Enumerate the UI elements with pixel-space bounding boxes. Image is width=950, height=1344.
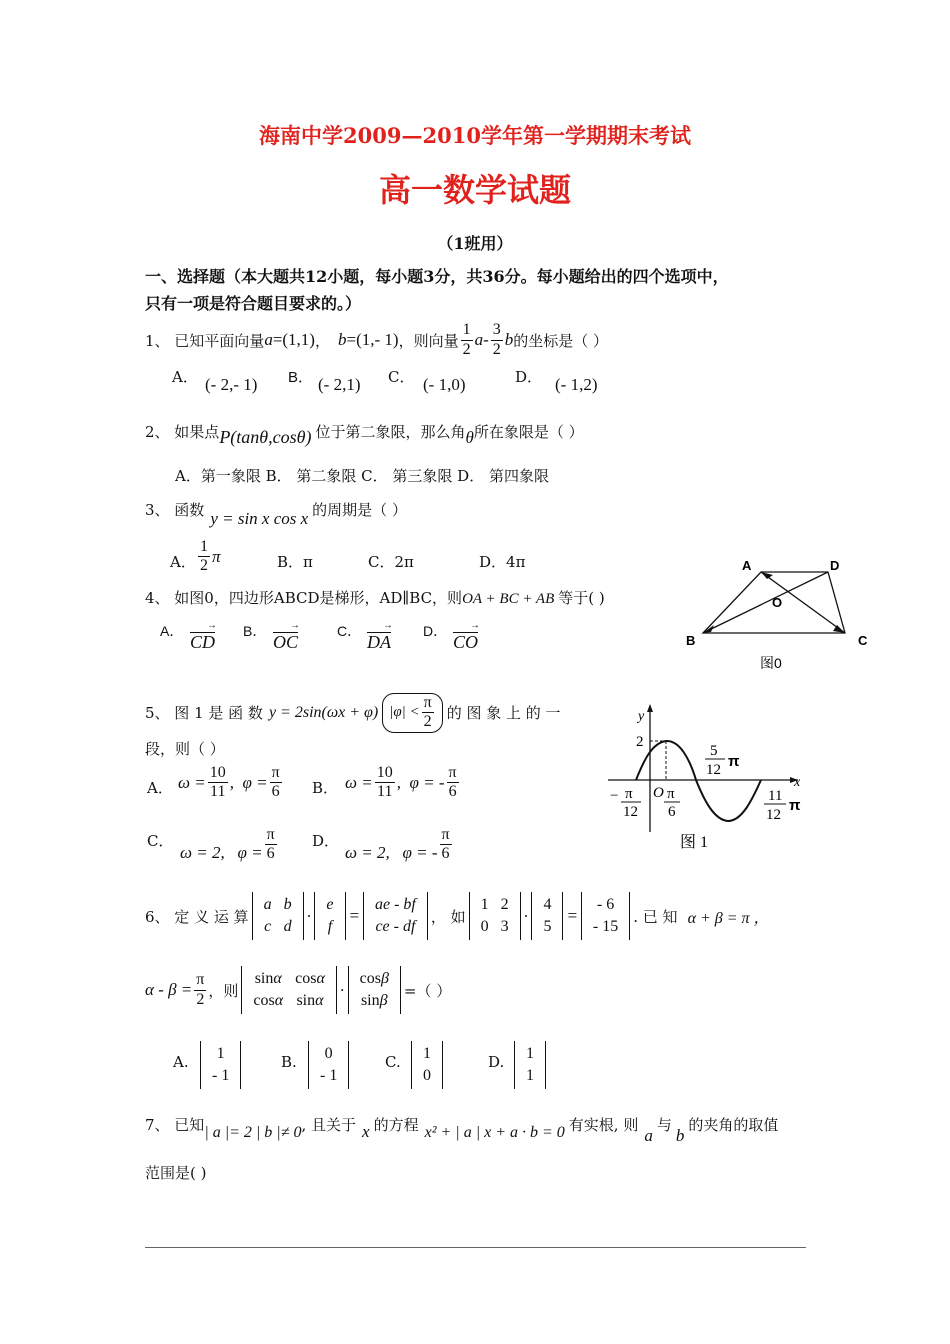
q6-option-b: 0 - 1 [305,1041,352,1089]
tick-11-12: 12 [766,807,781,823]
q6-option-a-label: A. [173,1053,189,1071]
q1-b-val: =(1,- 1) [346,330,399,349]
question-1-stem: 1、 已知平面向量 a =(1,1) ， b =(1,- 1) ，则向量 $\frac{1}{2}$ a - $\frac{3}{2}$ b 的坐标是（ ） [145,321,609,358]
q4-suffix: 等于( ) [558,589,605,607]
question-7-line1 [145,1114,778,1146]
q3-suffix: 的周期是（ ） [312,500,407,519]
exam-title: 高一数学试题 [378,171,571,209]
q1-option-d-label: D． [515,368,543,386]
tick-11-pi: π [789,797,801,814]
y-axis-arrow [647,704,653,712]
question-2-stem [145,414,584,448]
q3-option-a: $\frac{1}{2}$ π [200,538,221,575]
q1-mid: ，则向量 [398,331,459,350]
q7-mid4: 与 [656,1116,672,1134]
q7-x: x [362,1122,370,1141]
tick-6: 6 [668,804,676,820]
q7-mid3: 有实根, 则 [568,1116,639,1134]
q6-vector-ef: e f [314,892,345,940]
q2-prefix: 2、 如果点 [145,422,220,441]
question-5-stem [145,693,561,733]
q7-b: b [675,1126,685,1145]
q5-condition: |φ| < $\frac{\pi}{2}$ [382,693,443,733]
school-title: 海南中学2009—2010学年第一学期期末考试 [259,123,691,148]
q6-option-b-label: B. [281,1053,297,1071]
q4-option-d-label: D． [423,623,448,639]
q4-stem: 4、 如图0，四边形ABCD是梯形，AD∥BC，则 [145,589,463,607]
q7-equation: x² + | a | x + a · b = 0 [424,1124,565,1141]
question-6-line2: α - β = $\frac{\pi}{2}$ ，则 sinα cosα cosα sinα · cosβ sinβ =（ ） [145,966,451,1014]
label-a: A [742,558,752,573]
q2-point: P(tanθ,cosθ) [219,426,312,447]
q6-trig-vector: cosβ sinβ [348,966,401,1014]
q6-matrix-abcd: a b c d [252,892,304,940]
q7-suffix: 的夹角的取值 [688,1116,779,1134]
q1-option-a: (- 2,- 1) [205,375,258,394]
q5-option-b-label: B． [312,779,339,797]
label-o: O [772,595,783,610]
q7-a: a [644,1126,653,1145]
q1-frac-three-half: $\frac{3}{2}$ [492,321,501,358]
q5-option-d-label: D． [312,832,340,850]
q3-option-d: D．4π [479,553,526,571]
neg-tick-12: 12 [623,804,638,820]
q5-option-c: ω = 2, φ = $\frac{\pi}{6}$ [180,826,275,863]
q7-cond: | a |= 2 | b |≠ 0 [204,1124,302,1141]
tick-12: 12 [706,762,721,778]
q6-option-c: 1 0 [408,1041,446,1089]
q1-a-val: =(1,1) [272,330,315,349]
q6-line1-c: . 已 知 [633,907,678,926]
q1-suffix: 的坐标是（ ） [513,331,609,350]
diagonal-bd [703,572,828,633]
arrowhead-a [761,572,773,579]
q5-option-a-label: A． [147,779,173,797]
q6-option-c-label: C. [385,1053,401,1071]
q4-option-a-label: A． [160,623,184,639]
q1-option-c-label: C． [388,368,415,386]
q6-line2-c: =（ ） [403,981,452,1000]
q5-option-b: ω = $\frac{10}{11}$ , φ = - $\frac{\pi}{6}$ [345,764,457,801]
q1-option-b-label: B． [288,369,314,386]
q6-cond1: α + β = π ， [687,909,770,927]
q6-example-result: - 6 - 15 [581,892,630,940]
q1-option-d: (- 1,2) [555,375,598,394]
q2-options: A．第一象限 B． 第二象限 C． 第三象限 D． 第四象限 [175,467,549,485]
q1-option-c: (- 1,0) [423,375,466,394]
tick-11: 11 [768,788,783,804]
neg-sign: − [610,788,619,804]
q4-option-b: OC → [273,632,298,653]
q6-result-def: ae - bf ce - df [363,892,428,940]
q5-func: y = 2sin(ωx + φ) [268,703,379,721]
q6-example-vector: 4 5 [531,892,563,940]
q2-mid: 位于第二象限，那么角 [315,422,466,441]
q5-option-d: ω = 2, φ = - $\frac{\pi}{6}$ [345,826,450,863]
question-4-stem [145,587,605,608]
q6-option-d-label: D. [488,1053,505,1071]
section-heading-line1: 一、选择题（本大题共12小题，每小题3分，共36分。每小题给出的四个选项中， [145,267,729,286]
q2-suffix: 所在象限是（ ） [473,422,584,441]
figure-0-trapezoid [680,555,870,675]
q3-func: y = sin x cos x [210,509,309,528]
sine-curve [636,741,761,821]
y-label: y [638,709,645,724]
neg-tick-pi: π [625,786,633,802]
q6-example-matrix: 1 2 0 3 [469,892,521,940]
q1-frac-half: $\frac{1}{2}$ [462,321,471,358]
q3-prefix: 3、 函数 [145,500,205,519]
q6-line1-a: 6、 定 义 运 算 [145,907,249,926]
q7-prefix: 7、 已知 [145,1116,205,1134]
q1-vec-a: a [264,330,273,349]
label-b: B [686,633,696,648]
q4-option-b-label: B． [243,623,267,639]
q5-option-c-label: C． [147,832,174,850]
tick-pi-6-num: π [667,786,675,802]
q1-prefix: 1、 已知平面向量 [145,331,265,350]
tick-5: 5 [710,743,718,759]
question-3-stem [145,489,407,529]
x-label: x [794,775,801,790]
q6-option-d: 1 1 [511,1041,549,1089]
q3-option-c: C．2π [368,553,414,571]
q7-mid1: , 且关于 [301,1116,357,1134]
q4-option-c-label: C． [337,623,362,639]
q6-line1-b: ， 如 [430,907,466,926]
label-d: D [830,558,840,573]
q1-option-a-label: A． [172,368,198,386]
origin-label: O [653,785,664,801]
figure-1-caption: 图 1 [680,834,709,851]
q3-option-b: B．π [277,553,313,571]
q5-line2: 段，则（ ） [145,740,225,758]
q3-option-a-label: A． [170,553,196,571]
tick-pi: π [728,753,740,770]
q4-expr: OA + BC + AB [462,591,555,607]
q6-line2-a: α - β = [145,980,193,999]
q1-option-b: (- 2,1) [318,375,361,394]
q6-option-a: 1 - 1 [197,1041,244,1089]
q6-line2-b: ，则 [208,981,239,1000]
q4-option-a: CD → [190,632,215,653]
figure-0-caption: 图0 [760,655,782,671]
q1-vec-b: b [338,330,347,349]
question-7-line2: 范围是( ) [145,1164,207,1182]
q5-line1-a: 5、 图 1 是 函 数 [145,704,263,723]
q4-option-d: CO → [453,632,478,653]
section-heading-line2: 只有一项是符合题目要求的。） [145,294,362,313]
q5-option-a: ω = $\frac{10}{11}$ , φ = $\frac{\pi}{6}$ [178,764,280,801]
q4-option-c: DA → [367,632,391,653]
class-note: （1班用） [437,234,513,253]
q5-line1-b: 的 图 象 上 的 一 [446,704,561,723]
amplitude-label: 2 [636,734,644,750]
question-6-line1: 6、 定 义 运 算 a b c d · e f = ae - bf ce - df ， 如 1 2 0 3 · 4 5 = - 6 - 15 . 已 知 α + β = π ， [145,892,770,940]
figure-1-sine-graph [600,700,815,855]
q6-trig-matrix: sinα cosα cosα sinα [241,966,336,1014]
q7-mid2: 的方程 [373,1116,419,1134]
q2-theta: θ [465,428,474,447]
label-c: C [858,633,868,648]
footer-rule [145,1247,806,1248]
